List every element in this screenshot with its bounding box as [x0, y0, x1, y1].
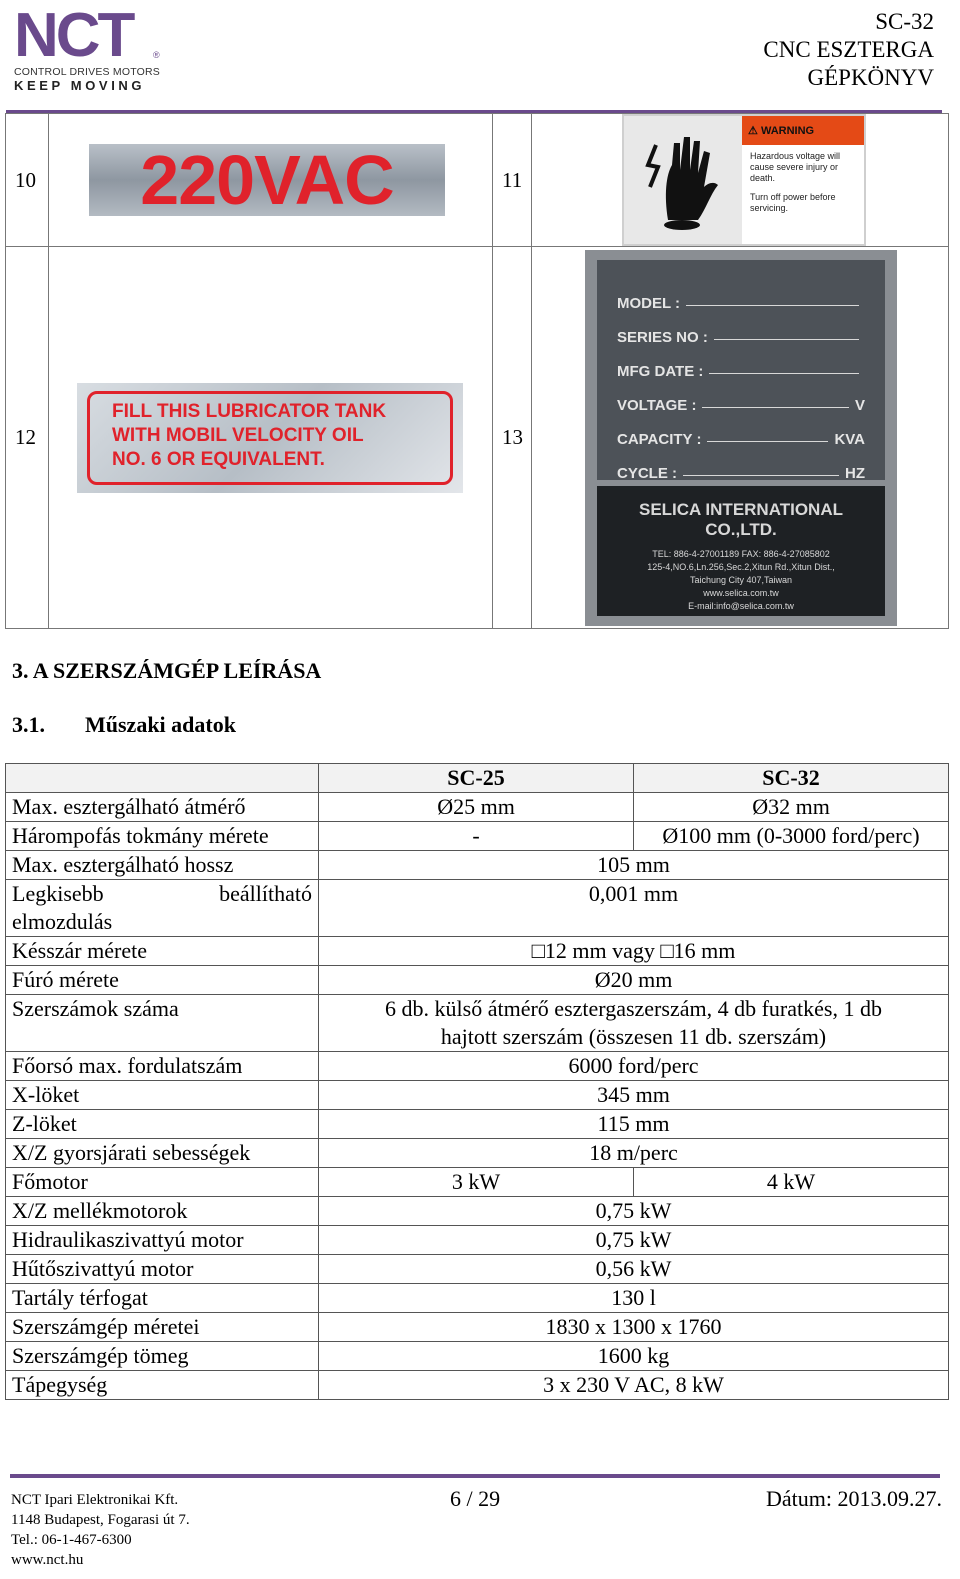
warning-triangle-icon: ⚠ [748, 125, 758, 137]
row-label: X-löket [6, 1081, 319, 1110]
table-row [6, 1226, 949, 1255]
column-header-sc32: SC-32 [634, 764, 949, 793]
table-row [6, 1052, 949, 1081]
voltage-sign-image [89, 141, 445, 219]
table-row [6, 880, 949, 937]
table-row [6, 1284, 949, 1313]
label-cell-11 [532, 114, 949, 247]
value-common: 1600 kg [319, 1342, 949, 1371]
value-common: 0,75 kW [319, 1197, 949, 1226]
row-label: Szerszámgép méretei [6, 1313, 319, 1342]
plate-contact-5: E-mail:info@selica.com.tw [688, 600, 794, 611]
table-header-row [6, 764, 949, 793]
logo-letters: NCT [14, 1, 133, 70]
plate-contact-3: Taichung City 407,Taiwan [689, 574, 793, 585]
warning-text-1: Hazardous voltage will cause severe injury or death. [750, 151, 841, 183]
row-label: Z-löket [6, 1110, 319, 1139]
table-row [6, 1197, 949, 1226]
footer-phone: Tel.: 06-1-467-6300 [11, 1532, 132, 1548]
table-row [6, 822, 949, 851]
row-label: Tápegység [6, 1371, 319, 1400]
logo-slogan: KEEP MOVING [14, 78, 146, 93]
table-row [6, 937, 949, 966]
value-common: 0,56 kW [319, 1255, 949, 1284]
label-cell-12 [49, 247, 493, 629]
value-common: 345 mm [319, 1081, 949, 1110]
footer-website[interactable]: www.nct.hu [11, 1552, 84, 1568]
table-row [6, 851, 949, 880]
row-label: Fúró mérete [6, 966, 319, 995]
table-row [6, 1139, 949, 1168]
value-common: 6 db. külső átmérő esztergaszerszám, 4 db furatkés, 1 db hajtott szerszám (összesen 11 db. szerszám) [319, 995, 949, 1052]
row-label: Szerszámgép tömeg [6, 1342, 319, 1371]
plate-row: VOLTAGE : V [617, 396, 865, 414]
footer-rule [10, 1474, 940, 1478]
plate-row: SERIES NO : [617, 312, 865, 346]
row-label: Hárompofás tokmány mérete [6, 822, 319, 851]
label-number-13: 13 [493, 247, 532, 629]
value-common: 105 mm [319, 851, 949, 880]
value-sc32: Ø100 mm (0-3000 ford/perc) [634, 822, 949, 851]
lubricator-line-1: FILL THIS LUBRICATOR TANK [112, 400, 387, 422]
plate-contact-4: www.selica.com.tw [703, 587, 779, 598]
value-sc25: Ø25 mm [319, 793, 634, 822]
value-common: 18 m/perc [319, 1139, 949, 1168]
document-header [763, 8, 934, 92]
technical-data-table [5, 763, 949, 1400]
table-row [6, 1168, 949, 1197]
label-cell-10 [49, 114, 493, 247]
value-sc32: 4 kW [634, 1168, 949, 1197]
table-row [6, 1313, 949, 1342]
electric-hazard-icon [624, 116, 742, 244]
logo-registered-mark: ® [153, 50, 160, 60]
nameplate-image [585, 250, 897, 626]
row-label: Tartály térfogat [6, 1284, 319, 1313]
table-row [6, 1371, 949, 1400]
voltage-sign-text: 220VAC [140, 141, 394, 219]
header-empty-cell [6, 764, 319, 793]
value-common: □12 mm vagy □16 mm [319, 937, 949, 966]
column-header-sc25: SC-25 [319, 764, 634, 793]
value-common: 6000 ford/perc [319, 1052, 949, 1081]
subsection-title: Műszaki adatok [85, 712, 236, 737]
label-images-table [5, 113, 949, 629]
footer-address: 1148 Budapest, Fogarasi út 7. [11, 1512, 190, 1528]
value-common: 0,75 kW [319, 1226, 949, 1255]
value-common: Ø20 mm [319, 966, 949, 995]
row-label: X/Z gyorsjárati sebességek [6, 1139, 319, 1168]
row-label: Késszár mérete [6, 937, 319, 966]
subsection-number: 3.1. [12, 712, 45, 737]
value-sc25: 3 kW [319, 1168, 634, 1197]
table-row [6, 966, 949, 995]
header-subtitle: GÉPKÖNYV [807, 65, 934, 90]
footer-company: NCT Ipari Elektronikai Kft. [11, 1492, 179, 1508]
section-number: 3. [12, 658, 29, 683]
page-number: 6 / 29 [450, 1486, 501, 1511]
table-row [6, 1255, 949, 1284]
label-number-10: 10 [6, 114, 49, 247]
section-heading [12, 658, 321, 684]
document-date: Dátum: 2013.09.27. [766, 1486, 942, 1511]
plate-company: SELICA INTERNATIONAL CO.,LTD. [639, 499, 843, 539]
plate-row: MFG DATE : [617, 346, 865, 380]
plate-row: MODEL : [617, 278, 865, 312]
row-label: Hidraulikaszivattyú motor [6, 1226, 319, 1255]
footer-company-info [11, 1490, 190, 1570]
value-common: 130 l [319, 1284, 949, 1313]
value-common: 3 x 230 V AC, 8 kW [319, 1371, 949, 1400]
label-number-12: 12 [6, 247, 49, 629]
warning-sign-image [622, 114, 866, 246]
lubricator-sign-image [77, 383, 463, 493]
header-title: CNC ESZTERGA [763, 37, 934, 62]
table-row [6, 1081, 949, 1110]
lubricator-line-2: WITH MOBIL VELOCITY OIL [112, 424, 364, 446]
value-common: 0,001 mm [319, 880, 949, 937]
nct-logo [14, 1, 164, 93]
row-label: Főmotor [6, 1168, 319, 1197]
table-row [6, 1342, 949, 1371]
row-label: Hűtőszivattyú motor [6, 1255, 319, 1284]
logo-tagline: CONTROL DRIVES MOTORS [14, 66, 160, 78]
lubricator-line-3: NO. 6 OR EQUIVALENT. [112, 448, 325, 470]
row-label: Főorsó max. fordulatszám [6, 1052, 319, 1081]
row-label: Max. esztergálható hossz [6, 851, 319, 880]
row-label: X/Z mellékmotorok [6, 1197, 319, 1226]
label-number-11: 11 [493, 114, 532, 247]
table-row [6, 1110, 949, 1139]
plate-row: CYCLE : HZ [617, 464, 865, 482]
row-label: Max. esztergálható átmérő [6, 793, 319, 822]
subsection-heading [12, 712, 236, 738]
value-common: 1830 x 1300 x 1760 [319, 1313, 949, 1342]
table-row [6, 995, 949, 1052]
header-model: SC-32 [875, 9, 934, 34]
value-sc32: Ø32 mm [634, 793, 949, 822]
row-label: Szerszámok száma [6, 995, 319, 1052]
plate-contact-2: 125-4,NO.6,Ln.256,Sec.2,Xitun Rd.,Xitun Dist., [647, 561, 835, 572]
value-sc25: - [319, 822, 634, 851]
value-common: 115 mm [319, 1110, 949, 1139]
warning-text-2: Turn off power before servicing. [750, 192, 836, 213]
table-row [6, 793, 949, 822]
section-title: A SZERSZÁMGÉP LEÍRÁSA [32, 658, 322, 683]
warning-heading: ⚠ WARNING [742, 116, 864, 145]
row-label: Legkisebb beállítható elmozdulás [6, 880, 319, 937]
plate-row: CAPACITY : KVA [617, 430, 865, 448]
label-cell-13 [532, 247, 949, 629]
plate-contact-1: TEL: 886-4-27001189 FAX: 886-4-27085802 [652, 548, 830, 559]
